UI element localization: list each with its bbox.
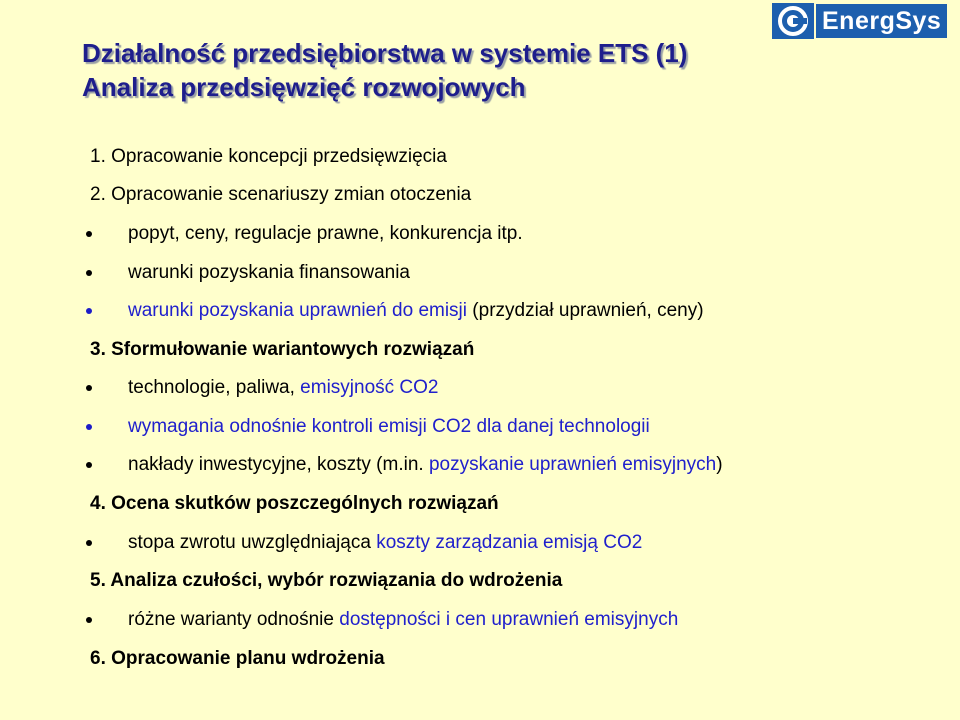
numbered-step xyxy=(90,569,562,593)
bullet-icon xyxy=(86,270,92,276)
highlighted-text: wymagania odnośnie kontroli emisji CO2 dla danej technologii xyxy=(128,416,650,437)
bullet-icon xyxy=(86,308,92,314)
highlighted-text: koszty zarządzania emisją CO2 xyxy=(376,532,643,553)
bullet-item xyxy=(128,531,642,555)
numbered-step xyxy=(90,145,447,169)
item-text: ) xyxy=(716,454,723,475)
energsys-logo-mark-icon xyxy=(772,3,814,39)
bullet-icon xyxy=(86,231,92,237)
item-text: 5. Analiza czułości, wybór rozwiązania do wdrożenia xyxy=(90,570,563,591)
page-subtitle: Analiza przedsięwzięć rozwojowych xyxy=(82,72,526,102)
numbered-step xyxy=(90,647,385,671)
page-title: Działalność przedsiębiorstwa w systemie ETS (1) xyxy=(82,38,688,68)
company-logo xyxy=(772,2,947,40)
bullet-icon xyxy=(86,462,92,468)
item-text: warunki pozyskania finansowania xyxy=(128,262,410,283)
item-text: nakłady inwestycyjne, koszty (m.in. xyxy=(128,454,429,475)
numbered-step xyxy=(90,183,471,207)
item-text: 4. Ocena skutków poszczególnych rozwiązań xyxy=(90,493,499,514)
bullet-item xyxy=(128,608,678,632)
item-text: 3. Sformułowanie wariantowych rozwiązań xyxy=(90,339,475,360)
item-text: 6. Opracowanie planu wdrożenia xyxy=(90,648,385,669)
item-text: 1. Opracowanie koncepcji przedsięwzięcia xyxy=(90,146,447,167)
item-text: (przydział uprawnień, ceny) xyxy=(467,300,704,321)
bullet-icon xyxy=(86,385,92,391)
item-text: stopa zwrotu uwzględniająca xyxy=(128,532,377,553)
logo-text: EnergSys xyxy=(816,4,947,38)
numbered-step xyxy=(90,338,474,362)
highlighted-text: pozyskanie uprawnień emisyjnych xyxy=(428,454,717,475)
bullet-icon xyxy=(86,617,92,623)
bullet-item xyxy=(128,261,410,285)
item-text: technologie, paliwa, xyxy=(128,377,301,398)
bullet-item xyxy=(128,453,723,477)
highlighted-text: emisyjność CO2 xyxy=(300,377,439,398)
bullet-item xyxy=(128,376,439,400)
highlighted-text: dostępności i cen uprawnień emisyjnych xyxy=(339,609,679,630)
item-text: 2. Opracowanie scenariuszy zmian otoczenia xyxy=(90,184,472,205)
item-text: różne warianty odnośnie xyxy=(128,609,340,630)
bullet-icon xyxy=(86,424,92,430)
numbered-step xyxy=(90,492,499,516)
bullet-icon xyxy=(86,540,92,546)
bullet-item xyxy=(128,299,704,323)
highlighted-text: warunki pozyskania uprawnień do emisji xyxy=(128,300,468,321)
bullet-item xyxy=(128,415,650,439)
item-text: popyt, ceny, regulacje prawne, konkurencja itp. xyxy=(128,223,523,244)
bullet-item xyxy=(128,222,523,246)
